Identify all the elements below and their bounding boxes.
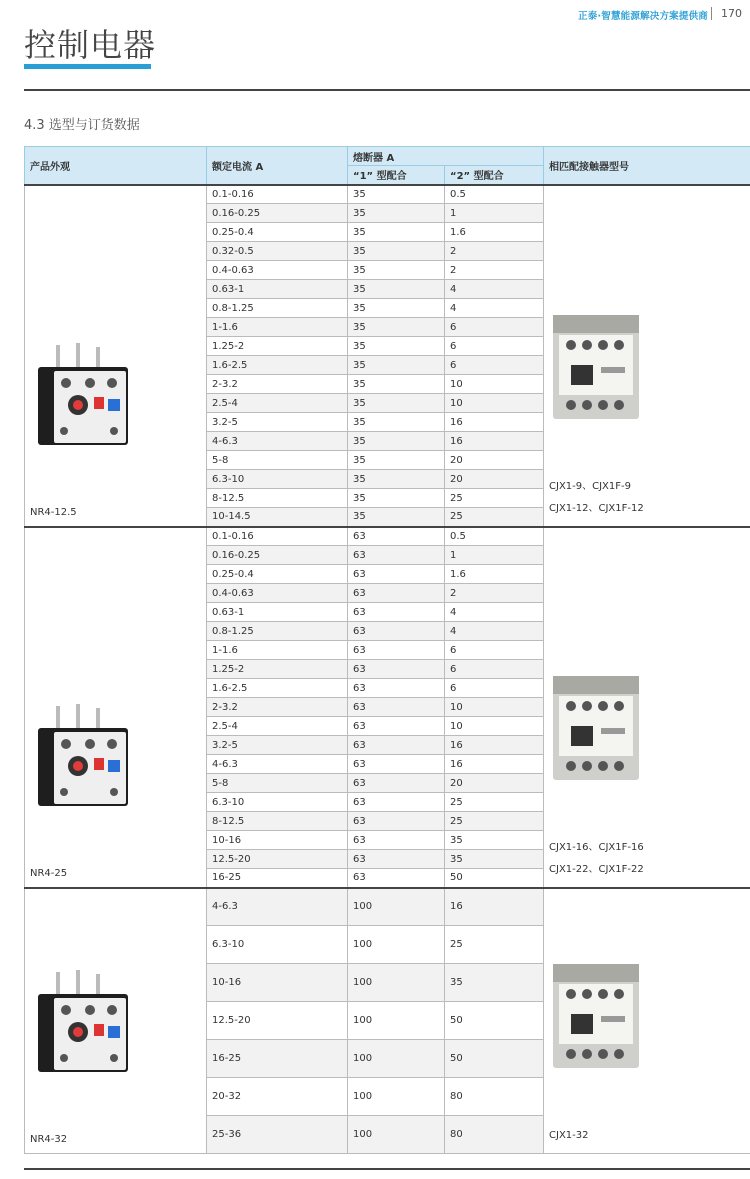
fuse-type1-cell: 100 (348, 1002, 445, 1040)
rated-current-cell: 1-1.6 (207, 318, 348, 337)
fuse-type2-cell: 1 (445, 204, 544, 223)
fuse-type1-cell: 63 (348, 755, 445, 774)
contactor-model: CJX1-32 (549, 1130, 589, 1141)
rated-current-cell: 1.6-2.5 (207, 356, 348, 375)
rated-current-cell: 1.6-2.5 (207, 679, 348, 698)
fuse-type2-cell: 4 (445, 603, 544, 622)
fuse-type1-cell: 63 (348, 831, 445, 850)
fuse-type2-cell: 35 (445, 831, 544, 850)
fuse-type1-cell: 35 (348, 223, 445, 242)
page-number: 170 (721, 7, 742, 20)
rated-current-cell: 20-32 (207, 1078, 348, 1116)
rated-current-cell: 4-6.3 (207, 755, 348, 774)
fuse-type1-cell: 63 (348, 527, 445, 546)
fuse-type2-cell: 25 (445, 793, 544, 812)
table-body (25, 185, 750, 1154)
contactor-cell (544, 888, 750, 1154)
rated-current-cell: 6.3-10 (207, 470, 348, 489)
fuse-type1-cell: 35 (348, 261, 445, 280)
fuse-type1-cell: 63 (348, 565, 445, 584)
relay-product-image (30, 970, 201, 1134)
rated-current-cell: 2.5-4 (207, 717, 348, 736)
rated-current-cell: 10-16 (207, 964, 348, 1002)
header-contactor: 相匹配接触器型号 (544, 147, 750, 185)
rated-current-cell: 4-6.3 (207, 888, 348, 926)
fuse-type2-cell: 10 (445, 375, 544, 394)
rated-current-cell: 16-25 (207, 1040, 348, 1078)
product-cell (25, 185, 207, 527)
title-underline (24, 64, 151, 69)
contactor-product-image (549, 311, 745, 476)
fuse-type2-cell: 35 (445, 964, 544, 1002)
fuse-type1-cell: 100 (348, 1078, 445, 1116)
rated-current-cell: 6.3-10 (207, 793, 348, 812)
fuse-type1-cell: 63 (348, 793, 445, 812)
rated-current-cell: 12.5-20 (207, 1002, 348, 1040)
section-title: 4.3 选型与订货数据 (24, 118, 140, 133)
table-row (25, 888, 750, 926)
fuse-type1-cell: 63 (348, 660, 445, 679)
header-fuse: 熔断器 A (348, 147, 544, 166)
fuse-type2-cell: 4 (445, 622, 544, 641)
rated-current-cell: 3.2-5 (207, 736, 348, 755)
rated-current-cell: 4-6.3 (207, 432, 348, 451)
fuse-type1-cell: 35 (348, 242, 445, 261)
rated-current-cell: 0.16-0.25 (207, 204, 348, 223)
rated-current-cell: 16-25 (207, 869, 348, 888)
fuse-type1-cell: 63 (348, 698, 445, 717)
fuse-type2-cell: 4 (445, 299, 544, 318)
fuse-type1-cell: 63 (348, 622, 445, 641)
fuse-type1-cell: 35 (348, 375, 445, 394)
rated-current-cell: 12.5-20 (207, 850, 348, 869)
fuse-type1-cell: 100 (348, 964, 445, 1002)
rated-current-cell: 6.3-10 (207, 926, 348, 964)
header-rule (24, 89, 750, 91)
relay-product-image (30, 704, 201, 868)
fuse-type1-cell: 35 (348, 299, 445, 318)
fuse-type1-cell: 35 (348, 394, 445, 413)
rated-current-cell: 25-36 (207, 1116, 348, 1154)
fuse-type1-cell: 35 (348, 432, 445, 451)
fuse-type1-cell: 100 (348, 1040, 445, 1078)
fuse-type1-cell: 100 (348, 888, 445, 926)
fuse-type1-cell: 100 (348, 1116, 445, 1154)
fuse-type2-cell: 16 (445, 432, 544, 451)
fuse-type1-cell: 63 (348, 546, 445, 565)
rated-current-cell: 0.63-1 (207, 280, 348, 299)
rated-current-cell: 0.1-0.16 (207, 185, 348, 204)
header-product: 产品外观 (25, 147, 207, 185)
rated-current-cell: 0.1-0.16 (207, 527, 348, 546)
rated-current-cell: 2-3.2 (207, 375, 348, 394)
fuse-type1-cell: 35 (348, 204, 445, 223)
fuse-type1-cell: 35 (348, 318, 445, 337)
fuse-type2-cell: 6 (445, 641, 544, 660)
fuse-type1-cell: 35 (348, 489, 445, 508)
fuse-type2-cell: 16 (445, 888, 544, 926)
rated-current-cell: 2.5-4 (207, 394, 348, 413)
fuse-type1-cell: 63 (348, 736, 445, 755)
fuse-type2-cell: 16 (445, 413, 544, 432)
fuse-type1-cell: 63 (348, 641, 445, 660)
fuse-type2-cell: 6 (445, 660, 544, 679)
fuse-type2-cell: 0.5 (445, 185, 544, 204)
fuse-type2-cell: 2 (445, 242, 544, 261)
fuse-type2-cell: 1.6 (445, 223, 544, 242)
fuse-type1-cell: 35 (348, 356, 445, 375)
rated-current-cell: 10-16 (207, 831, 348, 850)
fuse-type2-cell: 16 (445, 736, 544, 755)
fuse-type2-cell: 50 (445, 1040, 544, 1078)
fuse-type1-cell: 63 (348, 869, 445, 888)
contactor-product-image (549, 672, 745, 837)
rated-current-cell: 3.2-5 (207, 413, 348, 432)
fuse-type2-cell: 2 (445, 584, 544, 603)
fuse-type2-cell: 80 (445, 1116, 544, 1154)
rated-current-cell: 1.25-2 (207, 337, 348, 356)
fuse-type2-cell: 6 (445, 679, 544, 698)
fuse-type2-cell: 6 (445, 337, 544, 356)
fuse-type2-cell: 20 (445, 470, 544, 489)
fuse-type2-cell: 50 (445, 869, 544, 888)
fuse-type1-cell: 63 (348, 774, 445, 793)
fuse-type1-cell: 100 (348, 926, 445, 964)
brand-tagline: 正泰·智慧能源解决方案提供商 (578, 11, 708, 22)
rated-current-cell: 0.4-0.63 (207, 261, 348, 280)
rated-current-cell: 0.16-0.25 (207, 546, 348, 565)
rated-current-cell: 0.25-0.4 (207, 223, 348, 242)
rated-current-cell: 5-8 (207, 774, 348, 793)
rated-current-cell: 0.8-1.25 (207, 299, 348, 318)
fuse-type2-cell: 25 (445, 489, 544, 508)
fuse-type1-cell: 63 (348, 717, 445, 736)
fuse-type1-cell: 63 (348, 603, 445, 622)
fuse-type2-cell: 10 (445, 717, 544, 736)
fuse-type1-cell: 35 (348, 451, 445, 470)
footer-rule (24, 1168, 750, 1170)
fuse-type2-cell: 20 (445, 451, 544, 470)
selection-table (24, 146, 750, 1154)
fuse-type1-cell: 63 (348, 850, 445, 869)
fuse-type2-cell: 16 (445, 755, 544, 774)
page-title: 控制电器 (24, 26, 157, 64)
fuse-type2-cell: 2 (445, 261, 544, 280)
fuse-type1-cell: 35 (348, 337, 445, 356)
fuse-type2-cell: 1 (445, 546, 544, 565)
fuse-type2-cell: 6 (445, 356, 544, 375)
fuse-type2-cell: 25 (445, 926, 544, 964)
fuse-type2-cell: 10 (445, 394, 544, 413)
fuse-type2-cell: 80 (445, 1078, 544, 1116)
fuse-type1-cell: 35 (348, 413, 445, 432)
contactor-model: CJX1-22、CJX1F-22 (549, 863, 644, 875)
rated-current-cell: 8-12.5 (207, 812, 348, 831)
contactor-model: CJX1-9、CJX1F-9 (549, 480, 631, 492)
rated-current-cell: 5-8 (207, 451, 348, 470)
fuse-type2-cell: 25 (445, 508, 544, 527)
contactor-cell (544, 185, 750, 527)
contactor-cell (544, 527, 750, 888)
rated-current-cell: 0.63-1 (207, 603, 348, 622)
fuse-type2-cell: 25 (445, 812, 544, 831)
rated-current-cell: 10-14.5 (207, 508, 348, 527)
relay-product-image (30, 343, 201, 507)
page-number-divider (711, 7, 713, 20)
contactor-model: CJX1-16、CJX1F-16 (549, 841, 644, 853)
product-model: NR4-32 (30, 1134, 68, 1145)
product-cell (25, 888, 207, 1154)
table-row (25, 527, 750, 546)
fuse-type2-cell: 20 (445, 774, 544, 793)
contactor-product-image (549, 960, 745, 1125)
fuse-type1-cell: 35 (348, 185, 445, 204)
fuse-type2-cell: 4 (445, 280, 544, 299)
fuse-type2-cell: 0.5 (445, 527, 544, 546)
fuse-type1-cell: 63 (348, 584, 445, 603)
product-model: NR4-25 (30, 867, 68, 879)
fuse-type2-cell: 50 (445, 1002, 544, 1040)
fuse-type2-cell: 35 (445, 850, 544, 869)
fuse-type2-cell: 6 (445, 318, 544, 337)
rated-current-cell: 0.8-1.25 (207, 622, 348, 641)
header-fuse-type-1: “1” 型配合 (348, 166, 445, 185)
header-rated-current: 额定电流 A (207, 147, 348, 185)
rated-current-cell: 0.25-0.4 (207, 565, 348, 584)
fuse-type1-cell: 35 (348, 508, 445, 527)
product-model: NR4-12.5 (30, 506, 77, 518)
rated-current-cell: 1.25-2 (207, 660, 348, 679)
fuse-type1-cell: 35 (348, 280, 445, 299)
contactor-model: CJX1-12、CJX1F-12 (549, 502, 644, 514)
fuse-type2-cell: 10 (445, 698, 544, 717)
rated-current-cell: 1-1.6 (207, 641, 348, 660)
rated-current-cell: 8-12.5 (207, 489, 348, 508)
fuse-type1-cell: 63 (348, 812, 445, 831)
rated-current-cell: 2-3.2 (207, 698, 348, 717)
table-row (25, 185, 750, 204)
fuse-type2-cell: 1.6 (445, 565, 544, 584)
header-fuse-type-2: “2” 型配合 (445, 166, 544, 185)
fuse-type1-cell: 63 (348, 679, 445, 698)
rated-current-cell: 0.32-0.5 (207, 242, 348, 261)
fuse-type1-cell: 35 (348, 470, 445, 489)
product-cell (25, 527, 207, 888)
rated-current-cell: 0.4-0.63 (207, 584, 348, 603)
